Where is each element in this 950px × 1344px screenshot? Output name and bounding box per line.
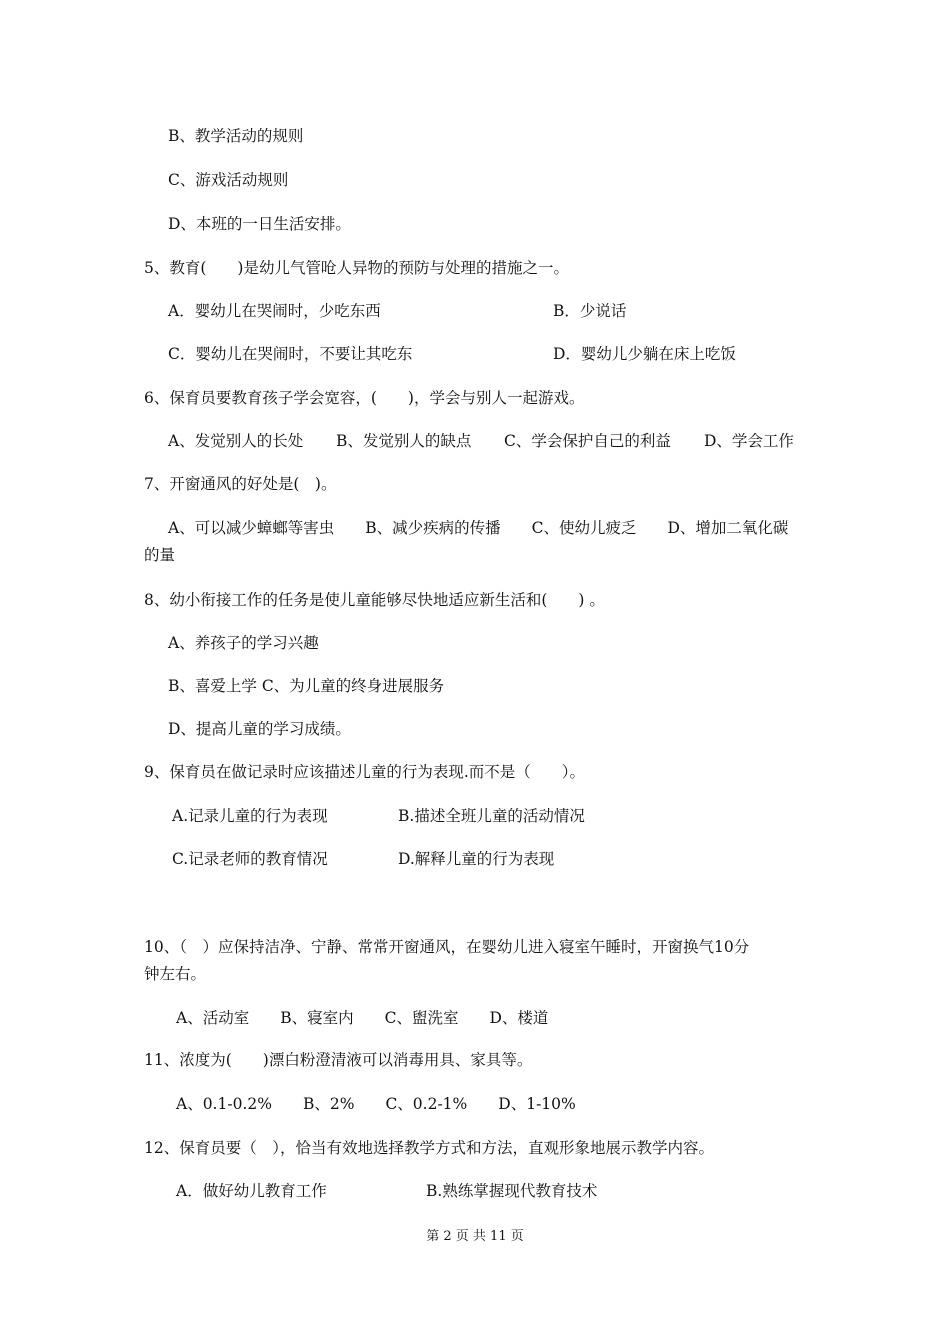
q10-question-wrap: 钟左右。 <box>144 965 207 983</box>
q5-option-b: B．少说话 <box>553 302 627 320</box>
q6-question: 6、保育员要教育孩子学会宽容，( )，学会与别人一起游戏。 <box>144 389 585 407</box>
q8-option-bc: B、喜爱上学 C、为儿童的终身进展服务 <box>168 677 445 695</box>
q9-question: 9、保育员在做记录时应该描述儿童的行为表现.而不是（ ）。 <box>144 763 586 781</box>
q7-options-wrap: 的量 <box>144 546 176 564</box>
q4-option-b: B、教学活动的规则 <box>168 127 304 145</box>
q7-options: A、可以减少蟑螂等害虫 B、减少疾病的传播 C、使幼儿疲乏 D、增加二氧化碳 <box>168 519 789 537</box>
q5-question: 5、教育( )是幼儿气管呛人异物的预防与处理的措施之一。 <box>144 259 569 277</box>
q9-option-a: A.记录儿童的行为表现 <box>172 807 328 825</box>
q12-option-a: A．做好幼儿教育工作 <box>176 1182 327 1200</box>
q6-option-a: A、发觉别人的长处 <box>168 432 304 450</box>
q5-option-a: A．婴幼儿在哭闹时，少吃东西 <box>168 302 381 320</box>
q11-question: 11、浓度为( )漂白粉澄清液可以消毒用具、家具等。 <box>144 1051 533 1069</box>
q9-option-b: B.描述全班儿童的活动情况 <box>398 807 585 825</box>
page-footer: 第 2 页 共 11 页 <box>426 1229 524 1244</box>
q7-question: 7、开窗通风的好处是( )。 <box>144 475 337 493</box>
q8-option-d: D、提高儿童的学习成绩。 <box>168 720 351 738</box>
q6-option-b: B、发觉别人的缺点 <box>336 432 472 450</box>
q12-question: 12、保育员要（ ），恰当有效地选择教学方式和方法，直观形象地展示教学内容。 <box>144 1139 714 1157</box>
q6-option-d: D、学会工作 <box>704 432 794 450</box>
q5-option-c: C．婴幼儿在哭闹时，不要让其吃东 <box>168 345 413 363</box>
q6-option-c: C、学会保护自己的利益 <box>504 432 671 450</box>
q10-options: A、活动室 B、寝室内 C、盥洗室 D、楼道 <box>176 1009 549 1027</box>
q4-option-c: C、游戏活动规则 <box>168 171 289 189</box>
q12-option-b: B.熟练掌握现代教育技术 <box>426 1182 598 1200</box>
q9-option-d: D.解释儿童的行为表现 <box>398 850 555 868</box>
q5-option-d: D．婴幼儿少躺在床上吃饭 <box>553 345 736 363</box>
q9-option-c: C.记录老师的教育情况 <box>172 850 328 868</box>
q11-options: A、0.1-0.2% B、2% C、0.2-1% D、1-10% <box>176 1095 576 1113</box>
q4-option-d: D、本班的一日生活安排。 <box>168 215 351 233</box>
q10-question: 10、（ ）应保持洁净、宁静、常常开窗通风，在婴幼儿进入寝室午睡时，开窗换气10分 <box>144 938 750 956</box>
q8-question: 8、幼小衔接工作的任务是使儿童能够尽快地适应新生活和( ) 。 <box>144 591 605 609</box>
q8-option-a: A、养孩子的学习兴趣 <box>168 634 319 652</box>
